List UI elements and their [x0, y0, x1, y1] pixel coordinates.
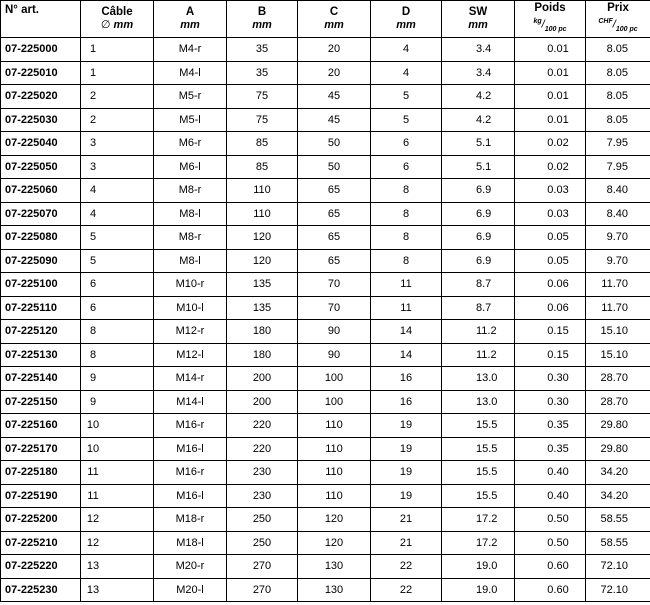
cell-sw: 3.4	[442, 61, 515, 85]
cell-sw: 5.1	[442, 155, 515, 179]
cell-sw: 6.9	[442, 249, 515, 273]
header-sw-label: SW	[468, 6, 488, 18]
cell-c: 120	[298, 508, 371, 532]
cell-prix: 15.10	[586, 320, 650, 344]
cell-c: 100	[298, 390, 371, 414]
cell-sw: 8.7	[442, 273, 515, 297]
cell-a: M18-r	[154, 508, 227, 532]
cell-cable: 10	[81, 437, 154, 461]
header-c-label: C	[329, 6, 339, 18]
cell-prix: 29.80	[586, 437, 650, 461]
cell-art-number: 07-225010	[1, 61, 81, 85]
cell-c: 100	[298, 367, 371, 391]
diameter-symbol: ∅	[100, 19, 111, 31]
table-row	[1, 108, 650, 132]
cell-art-number: 07-225190	[1, 484, 81, 508]
table-row	[1, 414, 650, 438]
cell-d: 8	[371, 249, 442, 273]
cell-a: M4-r	[154, 38, 227, 62]
cell-prix: 8.05	[586, 108, 650, 132]
cell-c: 20	[298, 38, 371, 62]
header-c-unit: mm	[324, 19, 344, 31]
cell-b: 35	[227, 38, 298, 62]
cell-prix: 8.05	[586, 38, 650, 62]
cell-sw: 4.2	[442, 108, 515, 132]
cell-poids: 0.02	[515, 155, 586, 179]
cell-art-number: 07-225030	[1, 108, 81, 132]
cell-art-number: 07-225210	[1, 531, 81, 555]
table-row	[1, 273, 650, 297]
cell-d: 8	[371, 202, 442, 226]
cell-b: 75	[227, 108, 298, 132]
cell-a: M16-l	[154, 484, 227, 508]
cell-art-number: 07-225000	[1, 38, 81, 62]
cell-b: 35	[227, 61, 298, 85]
cell-art-number: 07-225230	[1, 578, 81, 602]
cell-cable: 6	[81, 296, 154, 320]
header-poids-unit	[515, 15, 585, 36]
header-d-unit: mm	[396, 19, 416, 31]
header-art	[1, 1, 81, 38]
cell-prix: 15.10	[586, 343, 650, 367]
cell-c: 50	[298, 132, 371, 156]
table-row	[1, 578, 650, 602]
header-a-unit: mm	[180, 19, 200, 31]
table-row	[1, 320, 650, 344]
cell-d: 21	[371, 508, 442, 532]
cell-b: 250	[227, 531, 298, 555]
cell-cable: 10	[81, 414, 154, 438]
cell-a: M18-l	[154, 531, 227, 555]
cell-c: 20	[298, 61, 371, 85]
cell-prix: 58.55	[586, 508, 650, 532]
cell-b: 230	[227, 484, 298, 508]
header-a	[154, 1, 227, 38]
cell-poids: 0.03	[515, 202, 586, 226]
cell-prix: 9.70	[586, 249, 650, 273]
cell-a: M16-r	[154, 414, 227, 438]
cell-sw: 15.5	[442, 437, 515, 461]
prix-unit-100pc: 100 pc	[615, 25, 638, 33]
cell-d: 22	[371, 555, 442, 579]
header-poids	[515, 1, 586, 38]
cell-b: 85	[227, 132, 298, 156]
cell-d: 14	[371, 320, 442, 344]
cell-a: M10-l	[154, 296, 227, 320]
cell-prix: 72.10	[586, 578, 650, 602]
cell-poids: 0.01	[515, 38, 586, 62]
cell-sw: 17.2	[442, 508, 515, 532]
cell-sw: 5.1	[442, 132, 515, 156]
cell-b: 230	[227, 461, 298, 485]
cell-c: 50	[298, 155, 371, 179]
cell-cable: 1	[81, 38, 154, 62]
table-row	[1, 61, 650, 85]
cell-cable: 8	[81, 343, 154, 367]
cell-b: 220	[227, 437, 298, 461]
cell-poids: 0.06	[515, 273, 586, 297]
cell-art-number: 07-225130	[1, 343, 81, 367]
cell-art-number: 07-225200	[1, 508, 81, 532]
header-poids-label: Poids	[534, 2, 566, 15]
cell-poids: 0.50	[515, 508, 586, 532]
cell-a: M5-l	[154, 108, 227, 132]
cell-poids: 0.60	[515, 555, 586, 579]
header-prix	[586, 1, 650, 38]
cell-art-number: 07-225020	[1, 85, 81, 109]
cell-b: 270	[227, 555, 298, 579]
header-b-unit: mm	[252, 19, 272, 31]
cell-d: 8	[371, 179, 442, 203]
cell-poids: 0.05	[515, 249, 586, 273]
cell-a: M16-r	[154, 461, 227, 485]
cell-cable: 9	[81, 390, 154, 414]
cell-c: 130	[298, 578, 371, 602]
poids-unit-100pc: 100 pc	[544, 25, 567, 33]
table-row	[1, 85, 650, 109]
cell-cable: 3	[81, 132, 154, 156]
cell-sw: 13.0	[442, 390, 515, 414]
cell-c: 120	[298, 531, 371, 555]
cell-d: 11	[371, 273, 442, 297]
cell-a: M20-r	[154, 555, 227, 579]
cell-c: 90	[298, 320, 371, 344]
cell-art-number: 07-225160	[1, 414, 81, 438]
cell-c: 110	[298, 437, 371, 461]
header-cable	[81, 1, 154, 38]
cell-c: 65	[298, 226, 371, 250]
cell-a: M4-l	[154, 61, 227, 85]
cell-cable: 12	[81, 508, 154, 532]
header-prix-label: Prix	[607, 2, 629, 15]
cell-poids: 0.40	[515, 484, 586, 508]
cell-poids: 0.35	[515, 414, 586, 438]
cell-d: 8	[371, 226, 442, 250]
cell-b: 200	[227, 367, 298, 391]
cell-d: 4	[371, 61, 442, 85]
cell-poids: 0.03	[515, 179, 586, 203]
cell-sw: 15.5	[442, 461, 515, 485]
cell-cable: 11	[81, 484, 154, 508]
cell-poids: 0.01	[515, 108, 586, 132]
cell-sw: 6.9	[442, 202, 515, 226]
cell-c: 70	[298, 296, 371, 320]
table-row	[1, 367, 650, 391]
cell-b: 250	[227, 508, 298, 532]
cell-sw: 15.5	[442, 484, 515, 508]
cell-a: M8-r	[154, 179, 227, 203]
cell-b: 270	[227, 578, 298, 602]
cell-c: 45	[298, 108, 371, 132]
cell-b: 120	[227, 226, 298, 250]
cell-prix: 8.40	[586, 179, 650, 203]
header-sw	[442, 1, 515, 38]
cell-d: 16	[371, 367, 442, 391]
cell-d: 5	[371, 108, 442, 132]
cell-a: M8-l	[154, 249, 227, 273]
cell-cable: 2	[81, 108, 154, 132]
cell-prix: 72.10	[586, 555, 650, 579]
cell-prix: 34.20	[586, 484, 650, 508]
cell-cable: 11	[81, 461, 154, 485]
table-row	[1, 132, 650, 156]
table-row	[1, 155, 650, 179]
header-b-label: B	[257, 6, 267, 18]
cell-cable: 12	[81, 531, 154, 555]
prix-unit-slash: /	[612, 18, 616, 31]
cell-art-number: 07-225180	[1, 461, 81, 485]
cell-a: M14-r	[154, 367, 227, 391]
cell-art-number: 07-225140	[1, 367, 81, 391]
cell-a: M8-l	[154, 202, 227, 226]
cell-d: 14	[371, 343, 442, 367]
cell-poids: 0.30	[515, 367, 586, 391]
table-row	[1, 437, 650, 461]
header-sw-unit: mm	[468, 19, 488, 31]
cell-art-number: 07-225120	[1, 320, 81, 344]
poids-unit-slash: /	[541, 18, 545, 31]
table-row	[1, 249, 650, 273]
table-row	[1, 343, 650, 367]
cell-sw: 6.9	[442, 226, 515, 250]
cell-cable: 4	[81, 179, 154, 203]
cell-poids: 0.02	[515, 132, 586, 156]
cell-b: 75	[227, 85, 298, 109]
header-cable-unit	[81, 19, 153, 32]
cell-a: M10-r	[154, 273, 227, 297]
cell-cable: 1	[81, 61, 154, 85]
cell-poids: 0.60	[515, 578, 586, 602]
cell-prix: 11.70	[586, 273, 650, 297]
cell-cable: 8	[81, 320, 154, 344]
poids-unit-kg: kg	[533, 18, 542, 26]
cell-poids: 0.01	[515, 85, 586, 109]
cell-cable: 5	[81, 226, 154, 250]
cell-cable: 2	[81, 85, 154, 109]
cell-c: 65	[298, 179, 371, 203]
cell-sw: 19.0	[442, 578, 515, 602]
table-row	[1, 555, 650, 579]
table-header	[1, 1, 650, 38]
cell-d: 6	[371, 155, 442, 179]
header-cable-label: Câble	[101, 6, 133, 18]
cell-d: 19	[371, 437, 442, 461]
cell-c: 45	[298, 85, 371, 109]
cell-a: M14-l	[154, 390, 227, 414]
cell-art-number: 07-225070	[1, 202, 81, 226]
cell-prix: 58.55	[586, 531, 650, 555]
table-row	[1, 226, 650, 250]
cell-sw: 13.0	[442, 367, 515, 391]
cell-c: 110	[298, 484, 371, 508]
table-row	[1, 296, 650, 320]
cell-a: M6-l	[154, 155, 227, 179]
cell-d: 19	[371, 484, 442, 508]
header-a-label: A	[185, 6, 195, 18]
cell-c: 65	[298, 249, 371, 273]
cell-d: 16	[371, 390, 442, 414]
cell-cable: 4	[81, 202, 154, 226]
cell-poids: 0.05	[515, 226, 586, 250]
cell-b: 200	[227, 390, 298, 414]
header-d	[371, 1, 442, 38]
cell-prix: 7.95	[586, 132, 650, 156]
cell-sw: 11.2	[442, 343, 515, 367]
cell-prix: 28.70	[586, 390, 650, 414]
header-c	[298, 1, 371, 38]
header-d-label: D	[401, 6, 411, 18]
cell-b: 180	[227, 343, 298, 367]
cell-b: 110	[227, 202, 298, 226]
header-cable-unit-mm: mm	[113, 19, 134, 31]
table-row	[1, 531, 650, 555]
cell-poids: 0.35	[515, 437, 586, 461]
cell-b: 180	[227, 320, 298, 344]
prix-unit-chf: CHF	[598, 18, 613, 26]
header-art-label: N° art.	[5, 4, 39, 16]
cell-d: 22	[371, 578, 442, 602]
cell-d: 19	[371, 414, 442, 438]
table-row	[1, 179, 650, 203]
cell-prix: 11.70	[586, 296, 650, 320]
cell-b: 220	[227, 414, 298, 438]
cell-art-number: 07-225100	[1, 273, 81, 297]
cell-prix: 29.80	[586, 414, 650, 438]
cell-cable: 13	[81, 578, 154, 602]
cell-b: 135	[227, 273, 298, 297]
header-row	[1, 1, 650, 38]
cell-d: 21	[371, 531, 442, 555]
cell-prix: 8.05	[586, 61, 650, 85]
cell-art-number: 07-225060	[1, 179, 81, 203]
cell-a: M8-r	[154, 226, 227, 250]
cell-art-number: 07-225080	[1, 226, 81, 250]
cell-cable: 3	[81, 155, 154, 179]
cell-cable: 13	[81, 555, 154, 579]
cell-prix: 8.05	[586, 85, 650, 109]
cell-prix: 7.95	[586, 155, 650, 179]
cell-art-number: 07-225050	[1, 155, 81, 179]
cell-c: 70	[298, 273, 371, 297]
cell-prix: 8.40	[586, 202, 650, 226]
cell-poids: 0.15	[515, 320, 586, 344]
cell-c: 110	[298, 461, 371, 485]
cell-d: 4	[371, 38, 442, 62]
cell-poids: 0.15	[515, 343, 586, 367]
cell-b: 85	[227, 155, 298, 179]
cell-c: 90	[298, 343, 371, 367]
cell-b: 135	[227, 296, 298, 320]
table-body	[1, 38, 650, 602]
cell-c: 110	[298, 414, 371, 438]
cell-poids: 0.50	[515, 531, 586, 555]
cell-art-number: 07-225090	[1, 249, 81, 273]
cell-sw: 6.9	[442, 179, 515, 203]
cell-poids: 0.06	[515, 296, 586, 320]
cell-b: 110	[227, 179, 298, 203]
table-row	[1, 461, 650, 485]
cell-art-number: 07-225150	[1, 390, 81, 414]
cell-sw: 4.2	[442, 85, 515, 109]
table-row	[1, 508, 650, 532]
cell-a: M12-r	[154, 320, 227, 344]
header-prix-unit	[586, 15, 650, 36]
cell-b: 120	[227, 249, 298, 273]
cell-prix: 28.70	[586, 367, 650, 391]
cell-sw: 11.2	[442, 320, 515, 344]
cell-poids: 0.30	[515, 390, 586, 414]
cell-poids: 0.01	[515, 61, 586, 85]
cell-prix: 34.20	[586, 461, 650, 485]
cell-a: M20-l	[154, 578, 227, 602]
cell-a: M16-l	[154, 437, 227, 461]
cell-a: M5-r	[154, 85, 227, 109]
cell-c: 130	[298, 555, 371, 579]
cell-d: 11	[371, 296, 442, 320]
cell-sw: 19.0	[442, 555, 515, 579]
cell-c: 65	[298, 202, 371, 226]
table-row	[1, 484, 650, 508]
cell-cable: 5	[81, 249, 154, 273]
cell-a: M12-l	[154, 343, 227, 367]
cell-poids: 0.40	[515, 461, 586, 485]
table-row	[1, 202, 650, 226]
cell-art-number: 07-225110	[1, 296, 81, 320]
cell-sw: 15.5	[442, 414, 515, 438]
cell-d: 5	[371, 85, 442, 109]
header-b	[227, 1, 298, 38]
table-row	[1, 390, 650, 414]
cell-art-number: 07-225040	[1, 132, 81, 156]
cell-sw: 17.2	[442, 531, 515, 555]
cell-cable: 6	[81, 273, 154, 297]
cell-sw: 8.7	[442, 296, 515, 320]
cell-sw: 3.4	[442, 38, 515, 62]
cell-prix: 9.70	[586, 226, 650, 250]
cell-d: 19	[371, 461, 442, 485]
table-row	[1, 38, 650, 62]
cell-art-number: 07-225170	[1, 437, 81, 461]
cell-art-number: 07-225220	[1, 555, 81, 579]
cell-a: M6-r	[154, 132, 227, 156]
cell-cable: 9	[81, 367, 154, 391]
cell-d: 6	[371, 132, 442, 156]
